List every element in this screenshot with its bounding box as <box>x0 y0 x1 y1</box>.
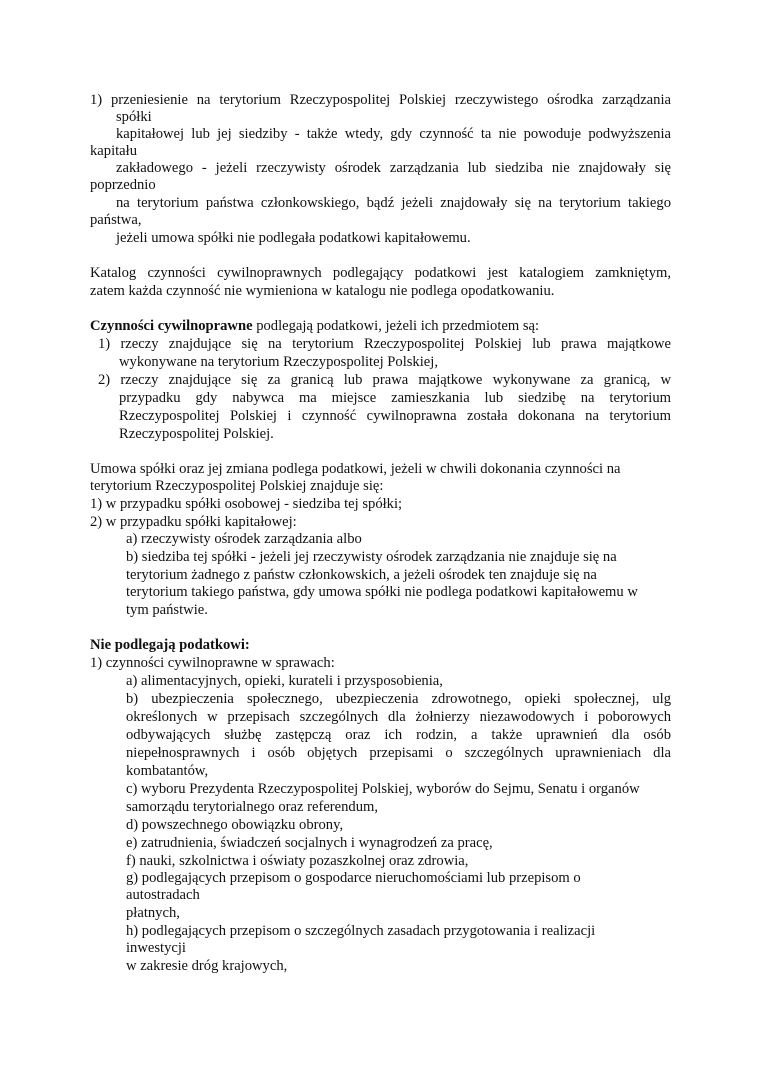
umowa-list-item: 1) w przypadku spółki osobowej - siedziba tej spółki; <box>90 496 403 512</box>
list-item-line: 1) rzeczy znajdujące się na terytorium Rzeczypospolitej Polskiej lub prawa majątkowe <box>98 336 671 352</box>
umowa-sublist-item: b) siedziba tej spółki - jeżeli jej rzeczywisty ośrodek zarządzania nie znajduje się na <box>126 549 617 565</box>
list-item-line: wykonywane na terytorium Rzeczypospolitej Polskiej, <box>119 354 438 370</box>
nie-sublist-item: f) nauki, szkolnictwa i oświaty pozaszkolnej oraz zdrowia, <box>126 853 469 869</box>
umowa-sublist-item: terytorium takiego państwa, gdy umowa spółki nie podlega podatkowi kapitałowemu w <box>126 584 638 600</box>
czynnosci-heading-line <box>90 318 539 335</box>
list-item-line: Rzeczypospolitej Polskiej i czynność cywilnoprawna została dokonana na terytorium <box>119 408 671 424</box>
text-line: kapitałowej lub jej siedziby - także wtedy, gdy czynność ta nie powoduje podwyższenia <box>116 126 671 142</box>
nie-sublist-item: w zakresie dróg krajowych, <box>126 958 288 974</box>
text-line: na terytorium państwa członkowskiego, bądź jeżeli znajdowały się na terytorium takiego <box>116 195 671 211</box>
list-item-line: przypadku gdy nabywca ma miejsce zamieszkania lub siedzibę na terytorium <box>119 390 671 406</box>
nie-podlegaja-heading: Nie podlegają podatkowi: <box>90 637 250 653</box>
text-line: 1) przeniesienie na terytorium Rzeczypospolitej Polskiej rzeczywistego ośrodka zarządzania <box>90 92 671 108</box>
text-line: spółki <box>116 109 152 125</box>
nie-sublist-item: płatnych, <box>126 905 180 921</box>
list-item-line: Rzeczypospolitej Polskiej. <box>119 426 274 442</box>
czynnosci-heading: Czynności cywilnoprawne <box>90 318 253 334</box>
umowa-sublist-item: terytorium żadnego z państw członkowskich, a jeżeli ośrodek ten znajduje się na <box>126 567 597 583</box>
umowa-paragraph-line: terytorium Rzeczypospolitej Polskiej znajduje się: <box>90 478 384 494</box>
catalog-paragraph-line: zatem każda czynność nie wymieniona w katalogu nie podlega opodatkowaniu. <box>90 283 555 299</box>
nie-sublist-item: autostradach <box>126 887 200 903</box>
nie-sublist-item: kombatantów, <box>126 763 209 779</box>
umowa-list-item: 2) w przypadku spółki kapitałowej: <box>90 514 297 530</box>
umowa-sublist-item: a) rzeczywisty ośrodek zarządzania albo <box>126 531 362 547</box>
nie-sublist-item: określonych w przepisach szczególnych dla żołnierzy niezawodowych i poborowych <box>126 709 671 725</box>
nie-sublist-item: c) wyboru Prezydenta Rzeczypospolitej Polskiej, wyborów do Sejmu, Senatu i organów <box>126 781 640 797</box>
text-line: poprzednio <box>90 177 156 193</box>
nie-list-item: 1) czynności cywilnoprawne w sprawach: <box>90 655 335 671</box>
nie-sublist-item: samorządu terytorialnego oraz referendum, <box>126 799 379 815</box>
text-line: kapitału <box>90 143 138 159</box>
nie-sublist-item: e) zatrudnienia, świadczeń socjalnych i wynagrodzeń za pracę, <box>126 835 493 851</box>
nie-sublist-item: b) ubezpieczenia społecznego, ubezpieczenia zdrowotnego, opieki społecznej, ulg <box>126 691 671 707</box>
text-line: zakładowego - jeżeli rzeczywisty ośrodek zarządzania lub siedziba nie znajdowały się <box>116 160 671 176</box>
nie-sublist-item: g) podlegających przepisom o gospodarce nieruchomościami lub przepisom o <box>126 870 581 886</box>
nie-sublist-item: h) podlegających przepisom o szczególnych zasadach przygotowania i realizacji <box>126 923 596 939</box>
text-line: państwa, <box>90 212 142 228</box>
nie-sublist-item: d) powszechnego obowiązku obrony, <box>126 817 344 833</box>
nie-sublist-item: niepełnosprawnych i osób objętych przepisami o szczególnych uprawnieniach dla <box>126 745 671 761</box>
catalog-paragraph-line: Katalog czynności cywilnoprawnych podlegający podatkowi jest katalogiem zamkniętym, <box>90 265 671 281</box>
czynnosci-intro: podlegają podatkowi, jeżeli ich przedmiotem są: <box>252 318 540 334</box>
umowa-sublist-item: tym państwie. <box>126 602 208 618</box>
list-item-line: 2) rzeczy znajdujące się za granicą lub prawa majątkowe wykonywane za granicą, w <box>98 372 671 388</box>
nie-sublist-item: inwestycji <box>126 940 186 956</box>
umowa-paragraph-line: Umowa spółki oraz jej zmiana podlega podatkowi, jeżeli w chwili dokonania czynności na <box>90 461 621 477</box>
nie-sublist-item: odbywających służbę zastępczą oraz ich rodzin, a także uprawnień dla osób <box>126 727 671 743</box>
text-line: jeżeli umowa spółki nie podlegała podatkowi kapitałowemu. <box>116 230 471 246</box>
nie-sublist-item: a) alimentacyjnych, opieki, kurateli i przysposobienia, <box>126 673 443 689</box>
